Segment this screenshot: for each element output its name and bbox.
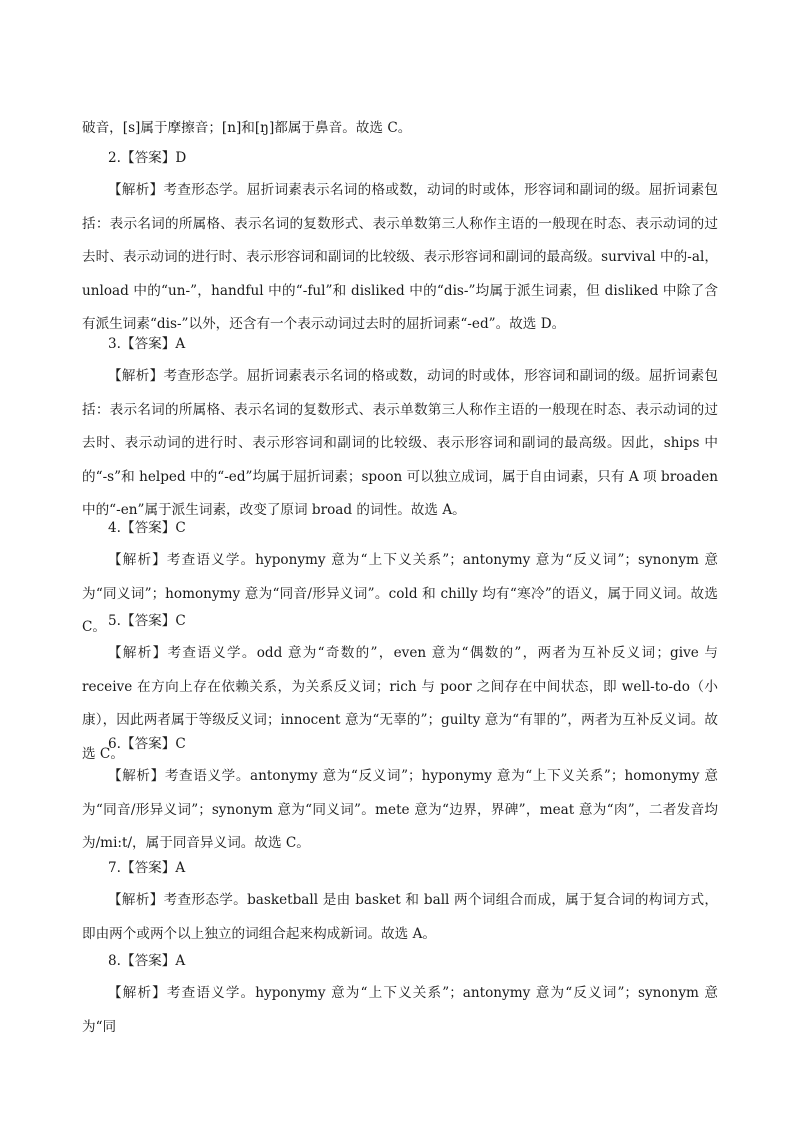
paragraph-continuation: 破音，[s]属于摩擦音；[n]和[ŋ]都属于鼻音。故选 C。	[82, 120, 412, 136]
explanation-5: 【解析】考查语义学。odd 意为“奇数的”，even 意为“偶数的”，两者为互补反义词；give 与 receive 在方向上存在依赖关系，为关系反义词；rich 与 poor 之间存在中间状态，即 well-to-do（小康），因此两者属于等级反义词；innocent 意为“无辜的”；guilty 意为“有罪的”，两者为互补反义词。故选 C。	[82, 645, 718, 762]
answer-line-6: 6.【答案】C	[108, 736, 186, 752]
explanation-8: 【解析】考查语义学。hyponymy 意为“上下义关系”；antonymy 意为“反义词”；synonym 意为“同	[82, 985, 718, 1035]
answer-line-3: 3.【答案】A	[108, 336, 186, 352]
answer-line-5: 5.【答案】C	[108, 613, 186, 629]
explanation-6: 【解析】考查语义学。antonymy 意为“反义词”；hyponymy 意为“上下义关系”；homonymy 意为“同音/形异义词”；synonym 意为“同义词”。mete 意为“边界，界碑”，meat 意为“肉”，二者发音均为/mi:t/，属于同音异义词。故选 C。	[82, 768, 718, 851]
explanation-2: 【解析】考查形态学。屈折词素表示名词的格或数，动词的时或体，形容词和副词的级。屈折词素包括：表示名词的所属格、表示名词的复数形式、表示单数第三人称作主语的一般现在时态、表示动词的过去时、表示动词的进行时、表示形容词和副词的比较级、表示形容词和副词的最高级。survival 中的-al，unload 中的“un-”，handful 中的“-ful”和 disliked 中的“dis-”均属于派生词素，但 disliked 中除了含有派生词素“dis-”以外，还含有一个表示动词过去时的屈折词素“-ed”。故选 D。	[82, 182, 718, 332]
answer-line-7: 7.【答案】A	[108, 860, 186, 876]
explanation-4: 【解析】考查语义学。hyponymy 意为“上下义关系”；antonymy 意为“反义词”；synonym 意为“同义词”；homonymy 意为“同音/形异义词”。cold 和 chilly 均有“寒冷”的语义，属于同义词。故选 C。	[82, 552, 718, 635]
answer-line-4: 4.【答案】C	[108, 520, 186, 536]
answer-line-8: 8.【答案】A	[108, 953, 186, 969]
answer-line-2: 2.【答案】D	[108, 150, 187, 166]
explanation-7: 【解析】考查形态学。basketball 是由 basket 和 ball 两个词组合而成，属于复合词的构词方式，即由两个或两个以上独立的词组合起来构成新词。故选 A。	[82, 892, 718, 942]
explanation-3: 【解析】考查形态学。屈折词素表示名词的格或数，动词的时或体，形容词和副词的级。屈折词素包括：表示名词的所属格、表示名词的复数形式、表示单数第三人称作主语的一般现在时态、表示动词的过去时、表示动词的进行时、表示形容词和副词的比较级、表示形容词和副词的最高级。因此，ships 中的“-s”和 helped 中的“-ed”均属于屈折词素；spoon 可以独立成词，属于自由词素，只有 A 项 broaden 中的“-en”属于派生词素，改变了原词 broad 的词性。故选 A。	[82, 368, 718, 518]
